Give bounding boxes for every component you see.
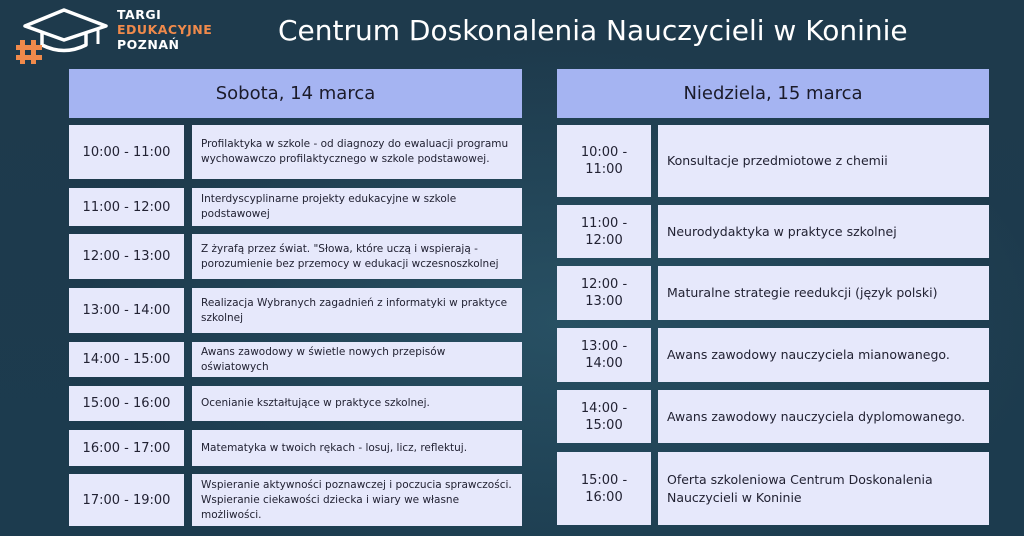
sunday-session-row	[557, 328, 950, 382]
saturday-session-title: Interdyscyplinarne projekty edukacyjne w szkole podstawowej	[192, 188, 522, 226]
saturday-session-row	[69, 342, 446, 377]
saturday-session-time: 15:00 - 16:00	[69, 386, 184, 421]
sunday-session-time: 15:00 - 16:00	[557, 452, 651, 525]
sunday-session-title: Oferta szkoleniowa Centrum Doskonalenia Nauczycieli w Koninie	[658, 452, 989, 525]
sunday-session-time: 11:00 - 12:00	[557, 205, 651, 258]
sunday-header: Niedziela, 15 marca	[557, 69, 989, 118]
logo-text	[117, 7, 212, 52]
saturday-session-time: 16:00 - 17:00	[69, 430, 184, 466]
saturday-session-row	[69, 430, 468, 466]
logo-line-1: TARGI	[117, 7, 162, 22]
saturday-session-time: 12:00 - 13:00	[69, 234, 184, 279]
saturday-session-title: Profilaktyka w szkole - od diagnozy do ewaluacji programu wychowawczo profilaktycznego w szkole podstawowej.	[192, 125, 522, 179]
logo-line-2: EDUKACYJNE	[117, 22, 213, 37]
saturday-session-time: 10:00 - 11:00	[69, 125, 184, 179]
saturday-session-title: Matematyka w twoich rękach - losuj, licz, reflektuj.	[192, 430, 522, 466]
sunday-session-title: Konsultacje przedmiotowe z chemii	[658, 125, 989, 197]
sunday-session-row	[557, 266, 938, 320]
sunday-column	[557, 69, 989, 505]
sunday-session-row	[557, 390, 966, 443]
saturday-header: Sobota, 14 marca	[69, 69, 522, 118]
sunday-session-title: Neurodydaktyka w praktyce szkolnej	[658, 205, 989, 258]
saturday-session-time: 14:00 - 15:00	[69, 342, 184, 377]
sunday-session-row	[557, 452, 933, 525]
logo-line-3: POZNAŃ	[117, 37, 180, 52]
sunday-session-time: 14:00 - 15:00	[557, 390, 651, 443]
page-title: Centrum Doskonalenia Nauczycieli w Koninie	[278, 14, 908, 47]
saturday-session-row	[69, 474, 512, 526]
saturday-session-title: Ocenianie kształtujące w praktyce szkolnej.	[192, 386, 522, 421]
sunday-session-title: Awans zawodowy nauczyciela dyplomowanego.	[658, 390, 989, 443]
saturday-session-row	[69, 125, 509, 179]
saturday-session-title: Awans zawodowy w świetle nowych przepisów oświatowych	[192, 342, 522, 377]
sunday-session-row	[557, 205, 897, 258]
saturday-session-time: 13:00 - 14:00	[69, 288, 184, 333]
sunday-session-row	[557, 125, 888, 197]
sunday-session-time: 12:00 - 13:00	[557, 266, 651, 320]
saturday-session-time: 17:00 - 19:00	[69, 474, 184, 526]
graduation-cap-icon	[16, 4, 116, 66]
saturday-session-row	[69, 386, 430, 421]
saturday-session-row	[69, 288, 508, 333]
sunday-session-title: Awans zawodowy nauczyciela mianowanego.	[658, 328, 989, 382]
saturday-session-time: 11:00 - 12:00	[69, 188, 184, 226]
sunday-session-title: Maturalne strategie reedukcji (język polski)	[658, 266, 989, 320]
sunday-session-time: 13:00 - 14:00	[557, 328, 651, 382]
saturday-session-title: Wspieranie aktywności poznawczej i poczucia sprawczości. Wspieranie ciekawości dziecka i wiary we własne możliwości.	[192, 474, 522, 526]
saturday-session-row	[69, 188, 457, 226]
targi-logo[interactable]	[16, 4, 213, 66]
saturday-session-title: Z żyrafą przez świat. "Słowa, które uczą i wspierają - porozumienie bez przemocy w edukacji wczesnoszkolnej	[192, 234, 522, 279]
sunday-session-time: 10:00 - 11:00	[557, 125, 651, 197]
saturday-session-title: Realizacja Wybranych zagadnień z informatyki w praktyce szkolnej	[192, 288, 522, 333]
hashtag-icon	[16, 40, 42, 64]
saturday-column	[69, 69, 522, 521]
saturday-session-row	[69, 234, 499, 279]
